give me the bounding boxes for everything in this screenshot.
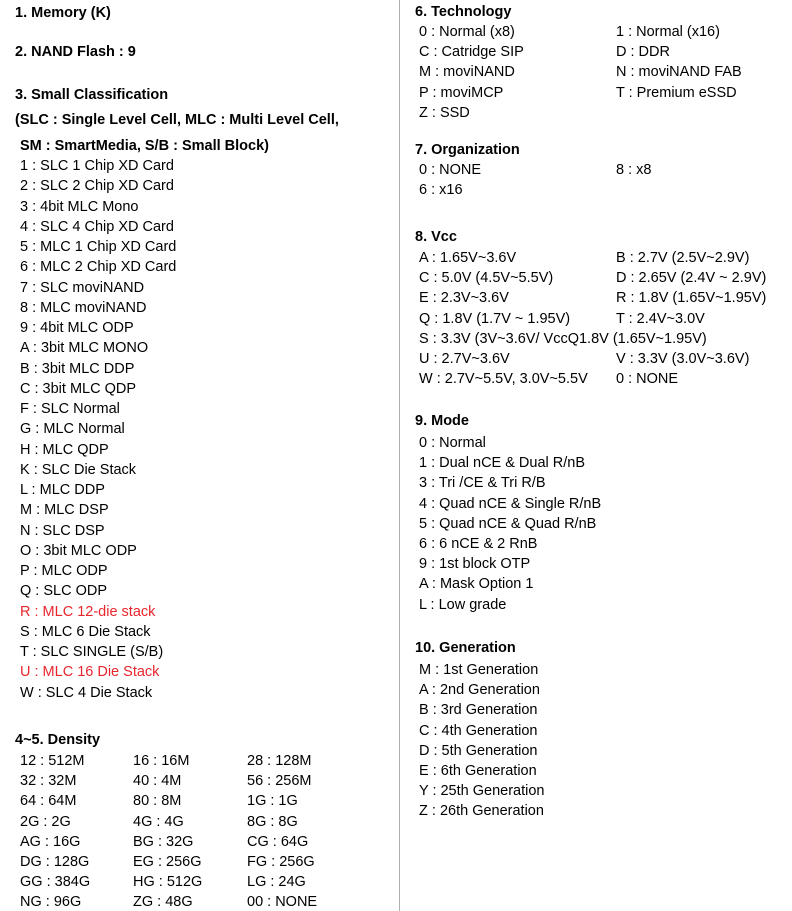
vcc-cell: T : 2.4V~3.0V [616,310,705,327]
organization-cell: 6 : x16 [419,182,463,199]
density-cell: 40 : 4M [133,773,182,790]
technology-cell: M : moviNAND [419,64,515,81]
density-cell: CG : 64G [247,833,309,850]
classification-item: K : SLC Die Stack [20,461,137,478]
section-small-classification-title: 3. Small Classification [15,87,169,103]
mode-item: 5 : Quad nCE & Quad R/nB [419,515,597,532]
density-cell: 12 : 512M [20,753,85,769]
density-cell: GG : 384G [20,874,91,891]
density-cell: 4G : 4G [133,813,184,830]
classification-item: M : MLC DSP [20,502,109,519]
vcc-cell: E : 2.3V~3.6V [419,290,509,307]
generation-item: M : 1st Generation [419,662,539,678]
mode-item: 0 : Normal [419,435,486,451]
section-technology-title: 6. Technology [415,4,512,20]
classification-item: 8 : MLC moviNAND [20,299,147,316]
density-cell: 2G : 2G [20,813,71,830]
density-cell: AG : 16G [20,833,81,850]
density-cell: FG : 256G [247,854,315,870]
density-cell: 80 : 8M [133,793,182,810]
mode-item: 1 : Dual nCE & Dual R/nB [419,455,586,472]
organization-cell: 8 : x8 [616,162,652,178]
density-cell: 56 : 256M [247,773,312,790]
generation-item: Z : 26th Generation [419,803,544,820]
classification-item: 3 : 4bit MLC Mono [20,198,139,215]
classification-item: U : MLC 16 Die Stack [20,664,160,681]
vcc-cell: B : 2.7V (2.5V~2.9V) [616,250,750,266]
classification-item: A : 3bit MLC MONO [20,340,149,357]
density-cell: LG : 24G [247,874,306,891]
classification-item: 5 : MLC 1 Chip XD Card [20,239,177,255]
section-memory-title: 1. Memory (K) [15,5,111,21]
generation-item: B : 3rd Generation [419,702,538,719]
density-cell: DG : 128G [20,854,90,870]
mode-item: 9 : 1st block OTP [419,556,531,573]
column-divider [399,0,400,911]
classification-item: Q : SLC ODP [20,583,108,600]
density-cell: ZG : 48G [133,894,193,911]
section-generation-title: 10. Generation [415,640,516,656]
classification-item: O : 3bit MLC ODP [20,542,137,559]
technology-cell: C : Catridge SIP [419,44,524,61]
technology-cell: T : Premium eSSD [616,84,737,101]
mode-item: 6 : 6 nCE & 2 RnB [419,536,538,552]
density-cell: BG : 32G [133,833,194,850]
classification-item: P : MLC ODP [20,563,108,579]
classification-item: W : SLC 4 Die Stack [20,684,153,701]
vcc-cell: A : 1.65V~3.6V [419,250,517,266]
section-organization-title: 7. Organization [415,142,520,158]
generation-item: C : 4th Generation [419,722,538,739]
vcc-cell: W : 2.7V~5.5V, 3.0V~5.5V [419,371,588,388]
density-cell: 16 : 16M [133,753,190,769]
density-cell: NG : 96G [20,894,82,911]
classification-item: C : 3bit MLC QDP [20,380,137,397]
classification-item: 4 : SLC 4 Chip XD Card [20,218,174,235]
density-cell: 8G : 8G [247,813,298,830]
classification-note-line2: SM : SmartMedia, S/B : Small Block) [20,138,269,154]
vcc-cell: S : 3.3V (3V~3.6V/ VccQ1.8V (1.65V~1.95V) [419,330,707,347]
classification-item: L : MLC DDP [20,482,105,498]
vcc-cell: U : 2.7V~3.6V [419,351,510,367]
classification-item: 9 : 4bit MLC ODP [20,320,134,336]
technology-cell: D : DDR [616,44,670,61]
density-cell: 00 : NONE [247,894,318,911]
generation-item: D : 5th Generation [419,742,538,759]
classification-item: H : MLC QDP [20,441,109,458]
classification-item: R : MLC 12-die stack [20,603,156,620]
technology-cell: 0 : Normal (x8) [419,24,515,40]
mode-item: A : Mask Option 1 [419,576,534,593]
classification-item: T : SLC SINGLE (S/B) [20,644,164,660]
classification-item: 2 : SLC 2 Chip XD Card [20,178,174,195]
density-cell: 1G : 1G [247,793,298,810]
classification-item: 7 : SLC moviNAND [20,279,145,296]
density-cell: 64 : 64M [20,793,77,810]
generation-item: A : 2nd Generation [419,682,540,699]
density-cell: HG : 512G [133,874,203,891]
density-cell: EG : 256G [133,854,202,870]
vcc-cell: R : 1.8V (1.65V~1.95V) [616,290,767,307]
mode-item: L : Low grade [419,596,507,613]
classification-item: F : SLC Normal [20,401,120,417]
classification-item: B : 3bit MLC DDP [20,360,135,377]
organization-cell: 0 : NONE [419,162,482,178]
generation-item: Y : 25th Generation [419,783,545,800]
technology-cell: 1 : Normal (x16) [616,24,720,40]
vcc-cell: D : 2.65V (2.4V ~ 2.9V) [616,270,767,287]
classification-item: G : MLC Normal [20,421,125,438]
section-vcc-title: 8. Vcc [415,229,457,245]
vcc-cell: 0 : NONE [616,371,679,388]
classification-item: 6 : MLC 2 Chip XD Card [20,259,177,276]
classification-item: 1 : SLC 1 Chip XD Card [20,158,174,174]
classification-item: N : SLC DSP [20,522,105,539]
vcc-cell: Q : 1.8V (1.7V ~ 1.95V) [419,310,571,327]
section-mode-title: 9. Mode [415,413,469,429]
classification-item: S : MLC 6 Die Stack [20,623,151,640]
technology-cell: N : moviNAND FAB [616,64,742,81]
technology-cell: P : moviMCP [419,84,504,101]
technology-cell: Z : SSD [419,104,470,121]
density-cell: 28 : 128M [247,753,312,769]
density-cell: 32 : 32M [20,773,77,790]
section-density-title: 4~5. Density [15,732,101,748]
vcc-cell: C : 5.0V (4.5V~5.5V) [419,270,554,287]
mode-item: 4 : Quad nCE & Single R/nB [419,495,602,512]
vcc-cell: V : 3.3V (3.0V~3.6V) [616,351,750,367]
mode-item: 3 : Tri /CE & Tri R/B [419,475,546,492]
generation-item: E : 6th Generation [419,763,537,779]
section-nand-title: 2. NAND Flash : 9 [15,44,136,60]
classification-note-line1: (SLC : Single Level Cell, MLC : Multi Level Cell, [15,112,339,128]
